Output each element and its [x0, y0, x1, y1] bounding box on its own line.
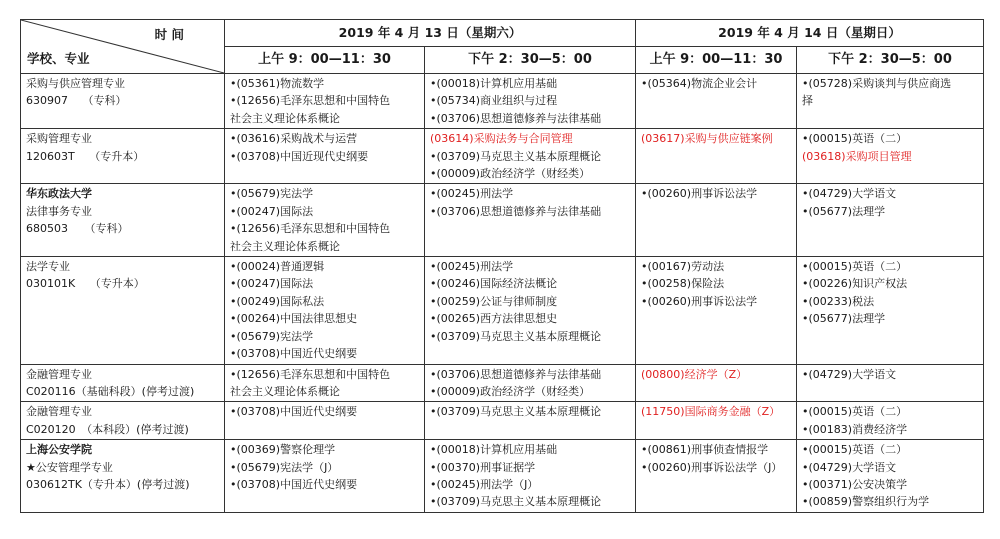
course-item: •(05677)法理学 [802, 312, 886, 326]
course-item: •(00015)英语（二） [802, 443, 908, 457]
course-item: (03614)采购法务与合同管理 [430, 132, 573, 146]
table-row [21, 364, 984, 402]
course-item: •(04729)大学语文 [802, 367, 897, 381]
table-row [21, 184, 984, 257]
course-item: (11750)国际商务金融（Z） [641, 405, 781, 419]
date-header-sunday: 2019 年 4 月 14 日（星期日） [636, 20, 984, 47]
exam-schedule-table [20, 19, 984, 513]
slot-header-sat-morning: 上午 9：00—11：30 [225, 47, 425, 74]
slot-header-sun-afternoon: 下午 2：30—5：00 [797, 47, 984, 74]
course-item: •(00371)公安决策学 [802, 477, 908, 491]
course-item: •(05679)宪法学（J） [230, 460, 339, 474]
exam-cell-sat-morning [225, 364, 425, 402]
exam-cell-sun-afternoon [797, 129, 984, 184]
course-item-continuation: 社会主义理论体系概论 [230, 239, 340, 253]
course-item: •(00260)刑事诉讼法学（J） [641, 460, 783, 474]
exam-cell-sun-afternoon [797, 257, 984, 364]
major-code: 030612TK（专升本）(停考过渡) [26, 477, 190, 491]
exam-cell-sun-afternoon [797, 402, 984, 440]
course-item: •(00247)国际法 [230, 277, 314, 291]
course-item-continuation: 社会主义理论体系概论 [230, 111, 340, 125]
table-row [21, 129, 984, 184]
exam-cell-sat-afternoon [425, 364, 636, 402]
course-item: •(00018)计算机应用基础 [430, 77, 558, 90]
course-item: •(00260)刑事诉讼法学 [641, 294, 758, 308]
major-code: 120603T （专升本） [26, 149, 145, 163]
major-name: 金融管理专业 [26, 367, 92, 381]
course-item-continuation: 社会主义理论体系概论 [230, 384, 340, 398]
exam-cell-sun-morning [636, 74, 797, 129]
exam-cell-sat-morning [225, 184, 425, 257]
course-item: •(00226)知识产权法 [802, 277, 908, 291]
course-item: •(00018)计算机应用基础 [430, 443, 558, 457]
course-item: •(03708)中国近代史纲要 [230, 347, 358, 361]
time-label: 时 间 [154, 27, 184, 42]
course-item: •(00015)英语（二） [802, 405, 908, 419]
school-name: 华东政法大学 [26, 187, 92, 201]
major-cell [21, 74, 225, 129]
major-cell [21, 402, 225, 440]
major-cell [21, 364, 225, 402]
course-item: •(05364)物流企业会计 [641, 77, 758, 90]
exam-cell-sat-afternoon [425, 74, 636, 129]
exam-cell-sat-morning [225, 74, 425, 129]
header-corner-cell [21, 20, 225, 74]
exam-cell-sun-morning [636, 184, 797, 257]
course-item: •(03708)中国近代史纲要 [230, 477, 358, 491]
school-name: 上海公安学院 [26, 443, 92, 457]
course-item: •(00245)刑法学 [430, 187, 514, 201]
major-name: 采购管理专业 [26, 132, 92, 146]
course-item: •(03706)思想道德修养与法律基础 [430, 111, 602, 125]
course-item: •(03709)马克思主义基本原理概论 [430, 329, 602, 343]
course-item: •(03709)马克思主义基本原理概论 [430, 149, 602, 163]
course-item-continuation: 择 [802, 94, 813, 108]
course-item: •(00859)警察组织行为学 [802, 495, 930, 509]
course-item: •(00009)政治经济学（财经类） [430, 384, 591, 398]
course-item: •(00369)警察伦理学 [230, 443, 336, 457]
course-item: •(00245)刑法学（J） [430, 477, 539, 491]
exam-cell-sat-morning [225, 440, 425, 513]
course-item: •(00258)保险法 [641, 277, 725, 291]
course-item: •(03709)马克思主义基本原理概论 [430, 405, 602, 419]
exam-cell-sat-morning [225, 257, 425, 364]
major-code: C020120 （本科段）(停考过渡) [26, 422, 189, 436]
table-row [21, 402, 984, 440]
course-item: •(05677)法理学 [802, 204, 886, 218]
major-code: 680503 （专科） [26, 222, 129, 236]
major-code: 630907 （专科） [26, 94, 127, 108]
course-item: (03618)采购项目管理 [802, 149, 912, 163]
course-item: •(00015)英语（二） [802, 260, 908, 274]
course-item: •(03616)采购战术与运营 [230, 132, 358, 146]
exam-cell-sat-morning [225, 402, 425, 440]
exam-cell-sat-afternoon [425, 129, 636, 184]
course-item: •(00015)英语（二） [802, 132, 908, 146]
slot-header-sun-morning: 上午 9：00—11：30 [636, 47, 797, 74]
major-name: ★公安管理学专业 [26, 460, 113, 474]
major-cell [21, 184, 225, 257]
major-name: 采购与供应管理专业 [26, 77, 125, 90]
major-cell [21, 257, 225, 364]
exam-cell-sun-morning [636, 364, 797, 402]
exam-cell-sat-afternoon [425, 257, 636, 364]
exam-cell-sun-morning [636, 129, 797, 184]
major-cell [21, 440, 225, 513]
course-item: •(00861)刑事侦查情报学 [641, 443, 769, 457]
major-name: 法律事务专业 [26, 204, 92, 218]
exam-cell-sun-morning [636, 440, 797, 513]
slot-header-sat-afternoon: 下午 2：30—5：00 [425, 47, 636, 74]
course-item: •(00370)刑事证据学 [430, 460, 536, 474]
exam-cell-sat-afternoon [425, 402, 636, 440]
major-name: 法学专业 [26, 260, 70, 274]
course-item: •(00245)刑法学 [430, 260, 514, 274]
exam-cell-sun-morning [636, 402, 797, 440]
course-item: •(05361)物流数学 [230, 77, 325, 90]
major-code: 030101K （专升本） [26, 277, 145, 291]
course-item: •(00246)国际经济法概论 [430, 277, 558, 291]
course-item: •(04729)大学语文 [802, 187, 897, 201]
course-item: •(04729)大学语文 [802, 460, 897, 474]
course-item: •(00024)普通逻辑 [230, 260, 325, 274]
course-item: •(05734)商业组织与过程 [430, 94, 558, 108]
table-row [21, 257, 984, 364]
major-code: C020116（基础科段）(停考过渡) [26, 384, 195, 398]
exam-cell-sun-afternoon [797, 74, 984, 129]
course-item: •(00265)西方法律思想史 [430, 312, 558, 326]
course-item: •(12656)毛泽东思想和中国特色 [230, 222, 391, 236]
course-item: •(03708)中国近现代史纲要 [230, 149, 369, 163]
course-item: •(03709)马克思主义基本原理概论 [430, 495, 602, 509]
course-item: (03617)采购与供应链案例 [641, 132, 773, 146]
course-item: •(05679)宪法学 [230, 329, 314, 343]
course-item: •(03708)中国近代史纲要 [230, 405, 358, 419]
major-cell [21, 129, 225, 184]
course-item: •(00183)消费经济学 [802, 422, 908, 436]
exam-cell-sat-morning [225, 129, 425, 184]
course-item: •(03706)思想道德修养与法律基础 [430, 204, 602, 218]
course-item: •(00233)税法 [802, 294, 875, 308]
course-item: •(12656)毛泽东思想和中国特色 [230, 367, 391, 381]
course-item: •(00247)国际法 [230, 204, 314, 218]
exam-cell-sun-afternoon [797, 440, 984, 513]
exam-cell-sun-afternoon [797, 184, 984, 257]
course-item: •(05728)采购谈判与供应商选 [802, 77, 952, 90]
table-row [21, 440, 984, 513]
date-header-saturday: 2019 年 4 月 13 日（星期六） [225, 20, 636, 47]
schedule-body [21, 74, 984, 513]
course-item: •(00167)劳动法 [641, 260, 725, 274]
course-item: •(00009)政治经济学（财经类） [430, 167, 591, 181]
course-item: •(05679)宪法学 [230, 187, 314, 201]
major-name: 金融管理专业 [26, 405, 92, 419]
exam-cell-sun-afternoon [797, 364, 984, 402]
course-item: •(00249)国际私法 [230, 294, 325, 308]
course-item: •(00260)刑事诉讼法学 [641, 187, 758, 201]
course-item: •(03706)思想道德修养与法律基础 [430, 367, 602, 381]
course-item: •(00259)公证与律师制度 [430, 294, 558, 308]
course-item: •(00264)中国法律思想史 [230, 312, 358, 326]
course-item: (00800)经济学（Z） [641, 367, 748, 381]
course-item: •(12656)毛泽东思想和中国特色 [230, 94, 391, 108]
exam-cell-sat-afternoon [425, 184, 636, 257]
exam-cell-sun-morning [636, 257, 797, 364]
table-row [21, 74, 984, 129]
exam-cell-sat-afternoon [425, 440, 636, 513]
school-major-label: 学校、专业 [27, 50, 90, 66]
